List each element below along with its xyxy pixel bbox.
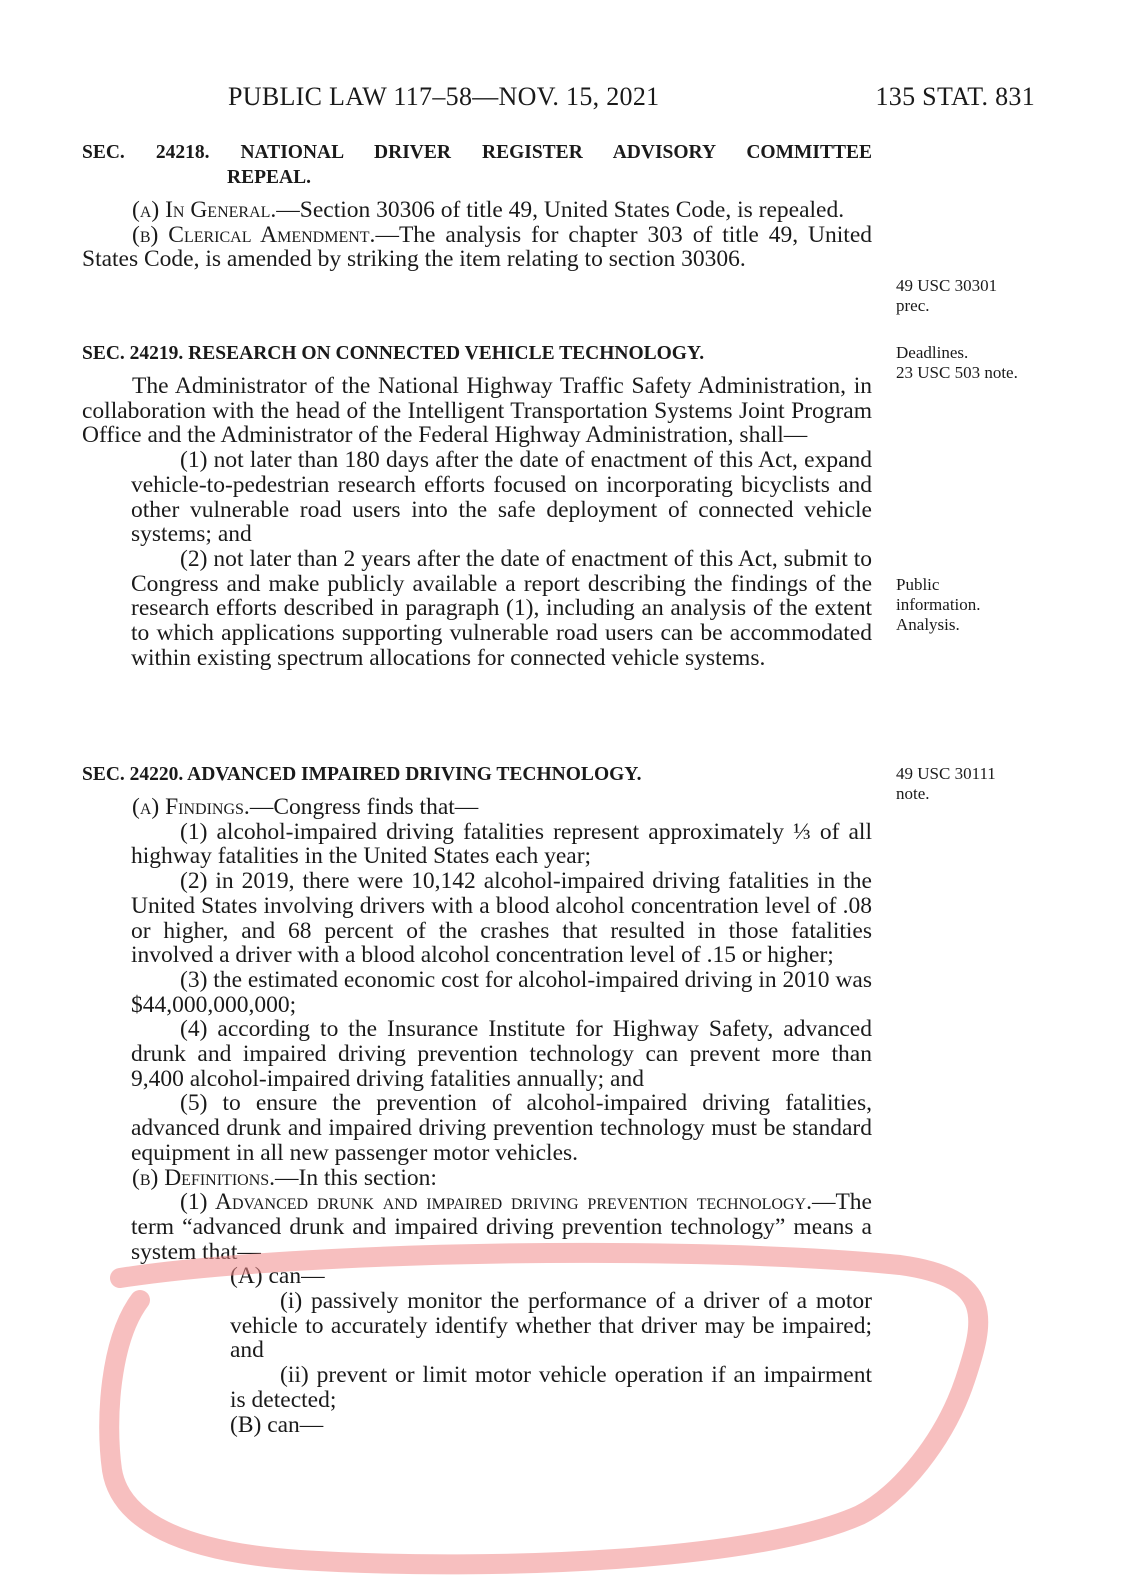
subsection-a-findings: (a) Findings.—Congress finds that—	[132, 794, 479, 820]
subsection-a: (a) In General.—Section 30306 of title 49, United States Code, is repealed.	[132, 197, 845, 223]
section-24220-heading: SEC. 24220. ADVANCED IMPAIRED DRIVING TECHNOLOGY.	[82, 764, 642, 785]
section-24218-body	[82, 198, 872, 272]
clause-A: (A) can—	[230, 1263, 325, 1290]
section-24219-body	[82, 374, 872, 670]
finding-5: (5) to ensure the prevention of alcohol-impaired driving fatalities, advanced drunk and impaired driving prevention technology must be standard equipment in all new passenger motor vehicles.	[131, 1090, 872, 1166]
margin-note-49usc30111: 49 USC 30111 note.	[896, 764, 996, 803]
section-24218-heading	[82, 140, 872, 190]
clause-A-ii: (ii) prevent or limit motor vehicle operation if an impairment is detected;	[230, 1362, 872, 1413]
definition-1: (1) Advanced drunk and impaired driving prevention technology.—The term “advanced drunk and impaired driving prevention technology” means a system that—	[131, 1189, 872, 1265]
finding-3: (3) the estimated economic cost for alcohol-impaired driving in 2010 was $44,000,000,000;	[131, 966, 872, 1018]
margin-note-deadlines: Deadlines. 23 USC 503 note.	[896, 343, 1018, 382]
subsection-b-definitions: (b) Definitions.—In this section:	[132, 1164, 437, 1191]
page-header-stat: 135 STAT. 831	[875, 82, 1035, 111]
subsection-b: (b) Clerical Amendment.—The analysis for chapter 303 of title 49, United States Code, is amended by striking the item relating to section 30306.	[82, 221, 873, 273]
finding-2: (2) in 2019, there were 10,142 alcohol-impaired driving fatalities in the United States involving drivers with a blood alcohol concentration level of .08 or higher, and 68 percent of the crashes that resulted in those fatalities involved a driver with a blood alcohol concentration level of .15 or higher;	[131, 868, 872, 969]
section-number: SEC. 24218.	[82, 142, 210, 163]
section-24219-heading: SEC. 24219. RESEARCH ON CONNECTED VEHICLE TECHNOLOGY.	[82, 343, 705, 364]
section-24220-body	[82, 795, 872, 1437]
clause-A-i: (i) passively monitor the performance of a driver of a motor vehicle to accurately identify whether that driver may be impaired; and	[230, 1288, 872, 1364]
clause-B: (B) can—	[230, 1411, 324, 1438]
finding-4: (4) according to the Insurance Institute for Highway Safety, advanced drunk and impaired driving prevention technology can prevent more than 9,400 alcohol-impaired driving fatalities annually; and	[131, 1016, 872, 1092]
section-title-line1: NATIONAL DRIVER REGISTER ADVISORY COMMITTEE	[240, 142, 872, 163]
finding-1: (1) alcohol-impaired driving fatalities represent approximately ⅓ of all highway fatalities in the United States each year;	[131, 818, 872, 870]
page-header-title: PUBLIC LAW 117–58—NOV. 15, 2021	[228, 82, 660, 111]
section-24219-intro: The Administrator of the National Highway Traffic Safety Administration, in collaboration with the head of the Intelligent Transportation Systems Joint Program Office and the Administrator of the Federal Highway Administration, shall—	[82, 373, 872, 449]
paragraph-1: (1) not later than 180 days after the date of enactment of this Act, expand vehicle-to-pedestrian research efforts focused on incorporating bicyclists and other vulnerable road users into the safe deployment of connected vehicle systems; and	[131, 447, 872, 548]
margin-note-49usc30301: 49 USC 30301 prec.	[896, 276, 998, 315]
margin-note-public-information: Public information. Analysis.	[896, 575, 981, 634]
paragraph-2: (2) not later than 2 years after the date of enactment of this Act, submit to Congress and make publicly available a report describing the findings of the research efforts described in paragraph (1), including an analysis of the extent to which applications supporting vulnerable road users can be accommodated within existing spectrum allocations for connected vehicle systems.	[131, 545, 872, 671]
section-title-line2: REPEAL.	[227, 167, 311, 188]
